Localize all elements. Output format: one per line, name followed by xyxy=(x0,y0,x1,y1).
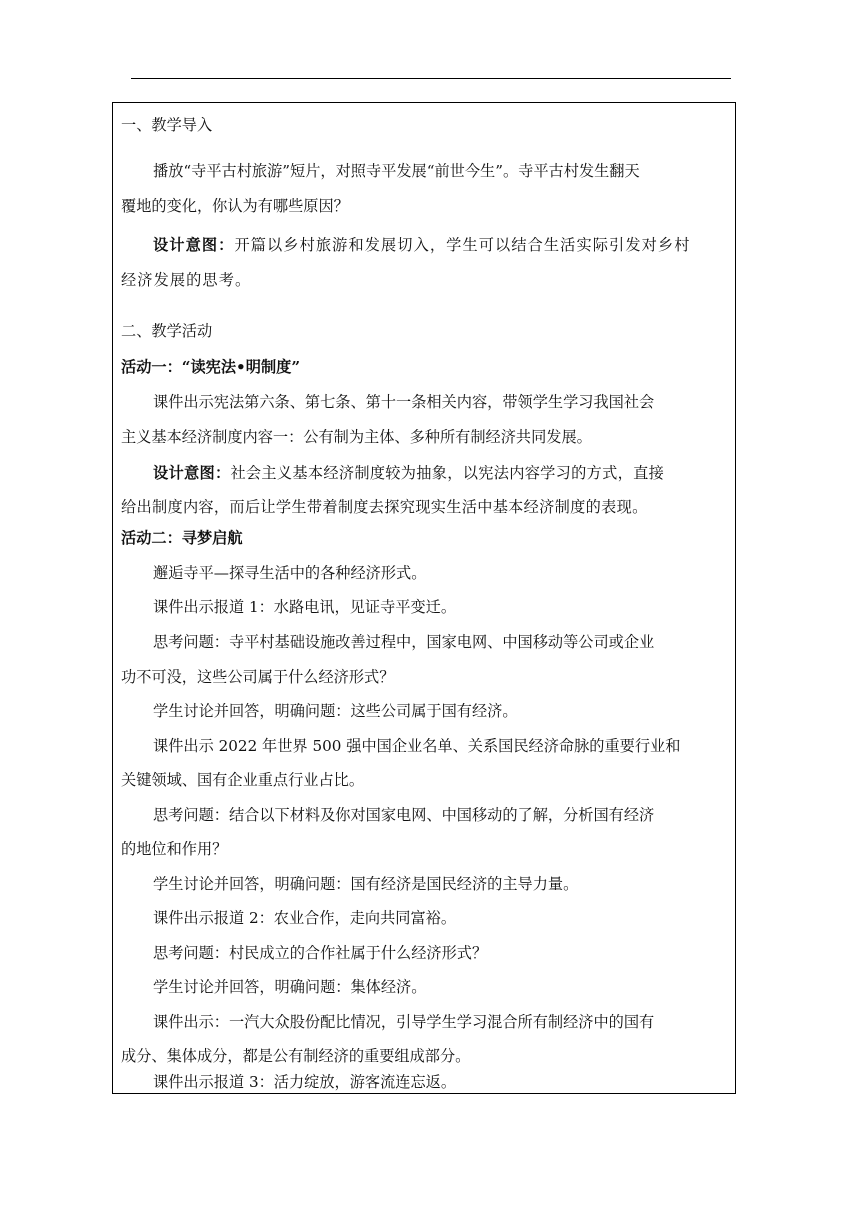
paragraph-line: 思考问题：村民成立的合作社属于什么经济形式？ xyxy=(153,944,488,962)
activity-1-line-2: 主义基本经济制度内容一：公有制为主体、多种所有制经济共同发展。 xyxy=(121,428,592,446)
design-intent-1-line-1 xyxy=(121,235,725,255)
paragraph-line: 思考问题：寺平村基础设施改善过程中，国家电网、中国移动等公司或企业 xyxy=(153,633,655,651)
design-intent-1-line-2: 经济发展的思考。 xyxy=(121,271,252,289)
design-intent-text: 开篇以乡村旅游和发展切入，学生可以结合生活实际引发对乡村 xyxy=(234,236,691,254)
paragraph-line: 关键领域、国有企业重点行业占比。 xyxy=(121,771,364,789)
design-intent-2-line-2: 给出制度内容，而后让学生带着制度去探究现实生活中基本经济制度的表现。 xyxy=(121,498,648,516)
header-rule xyxy=(131,78,731,79)
paragraph-line: 学生讨论并回答，明确问题：集体经济。 xyxy=(153,978,427,996)
design-intent-label: 设计意图： xyxy=(153,236,235,254)
design-intent-label: 设计意图： xyxy=(153,464,231,482)
paragraph-line: 课件出示 2022 年世界 500 强中国企业名单、关系国民经济命脉的重要行业和 xyxy=(153,737,681,755)
paragraph-line: 的地位和作用？ xyxy=(121,840,228,858)
section-heading-intro: 一、教学导入 xyxy=(121,116,213,134)
activity-2-heading: 活动二：寻梦启航 xyxy=(121,529,243,547)
paragraph-line: 课件出示报道 1：水路电讯，见证寺平变迁。 xyxy=(153,598,457,616)
paragraph-line: 思考问题：结合以下材料及你对国家电网、中国移动的了解，分析国有经济 xyxy=(153,806,655,824)
activity-1-heading: 活动一：“读宪法•明制度” xyxy=(121,358,301,376)
paragraph-line: 功不可没，这些公司属于什么经济形式？ xyxy=(121,668,395,686)
lesson-table-cell xyxy=(112,102,736,1094)
paragraph-line: 课件出示：一汽大众股份配比情况，引导学生学习混合所有制经济中的国有 xyxy=(153,1013,655,1031)
section-heading-activities: 二、教学活动 xyxy=(121,322,213,340)
intro-paragraph-line-2: 覆地的变化，你认为有哪些原因？ xyxy=(121,197,349,215)
paragraph-line: 成分、集体成分，都是公有制经济的重要组成部分。 xyxy=(121,1047,471,1065)
design-intent-2-line-1 xyxy=(121,463,725,483)
paragraph-line: 邂逅寺平—探寻生活中的各种经济形式。 xyxy=(153,564,427,582)
paragraph-line: 学生讨论并回答，明确问题：这些公司属于国有经济。 xyxy=(153,702,518,720)
paragraph-line: 课件出示报道 2：农业合作，走向共同富裕。 xyxy=(153,909,457,927)
design-intent-text: 社会主义基本经济制度较为抽象，以宪法内容学习的方式，直接 xyxy=(230,464,665,482)
paragraph-line: 课件出示报道 3：活力绽放，游客流连忘返。 xyxy=(153,1073,457,1091)
paragraph-line: 学生讨论并回答，明确问题：国有经济是国民经济的主导力量。 xyxy=(153,875,579,893)
activity-1-line-1: 课件出示宪法第六条、第七条、第十一条相关内容，带领学生学习我国社会 xyxy=(153,393,655,411)
intro-paragraph-line-1: 播放“寺平古村旅游”短片，对照寺平发展“前世今生”。寺平古村发生翻天 xyxy=(153,162,640,180)
